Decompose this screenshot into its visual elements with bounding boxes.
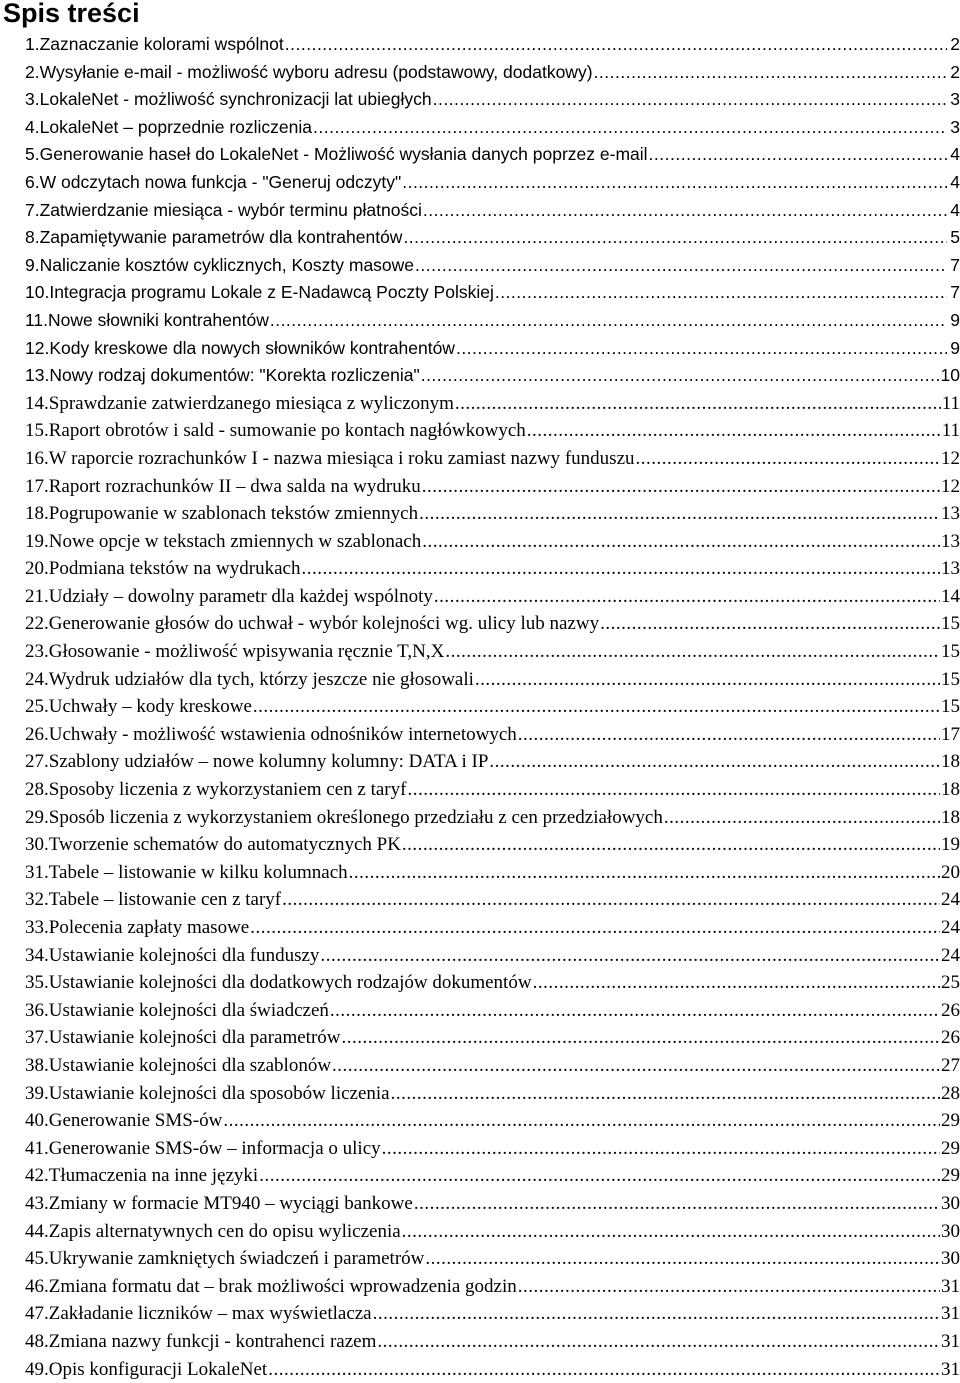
- toc-dot-leader: [419, 500, 940, 528]
- toc-dot-leader: [423, 197, 947, 225]
- toc-entry-label[interactable]: Generowanie SMS-ów – informacja o ulicy: [49, 1135, 381, 1163]
- toc-dot-leader: [377, 1328, 940, 1356]
- toc-entry[interactable]: [25, 914, 960, 942]
- toc-entry[interactable]: [25, 748, 960, 776]
- toc-entry-page-number[interactable]: 15: [941, 638, 960, 666]
- toc-entry-label[interactable]: Tabele – listowanie cen z taryf: [49, 886, 281, 914]
- toc-entry-page-number[interactable]: 28: [941, 1080, 960, 1108]
- toc-entry-label[interactable]: Kody kreskowe dla nowych słowników kontrahentów: [49, 335, 455, 363]
- toc-entry-page-number[interactable]: 19: [941, 831, 960, 859]
- toc-entry[interactable]: [25, 555, 960, 583]
- toc-entry-label[interactable]: W odczytach nowa funkcja - "Generuj odczyty": [40, 169, 402, 197]
- toc-entry-number: 19.: [25, 528, 49, 556]
- toc-entry[interactable]: [25, 942, 960, 970]
- toc-entry-label[interactable]: Nowy rodzaj dokumentów: "Korekta rozliczenia": [49, 362, 419, 390]
- toc-entry-number: 38.: [25, 1052, 49, 1080]
- toc-entry-label[interactable]: Generowanie głosów do uchwał - wybór kolejności wg. ulicy lub nazwy: [49, 610, 599, 638]
- toc-entry[interactable]: [25, 610, 960, 638]
- toc-entry-label[interactable]: Nowe słowniki kontrahentów: [48, 307, 269, 335]
- toc-entry[interactable]: [25, 224, 960, 252]
- toc-entry-page-number[interactable]: 9: [948, 307, 960, 335]
- toc-dot-leader: [402, 169, 947, 197]
- toc-entry-label[interactable]: Ustawianie kolejności dla świadczeń: [49, 997, 329, 1025]
- toc-entry-number: 42.: [25, 1162, 49, 1190]
- toc-dot-leader: [445, 638, 940, 666]
- toc-entry-number: 40.: [25, 1107, 49, 1135]
- toc-entry-label[interactable]: Raport rozrachunków II – dwa salda na wydruku: [49, 473, 421, 501]
- toc-entry-page-number[interactable]: 17: [941, 721, 960, 749]
- toc-entry[interactable]: [25, 1356, 960, 1383]
- toc-entry-number: 32.: [25, 886, 49, 914]
- toc-entry[interactable]: [25, 335, 960, 363]
- toc-entry-number: 5.: [25, 141, 40, 169]
- toc-entry-label[interactable]: Tłumaczenia na inne języki: [49, 1162, 258, 1190]
- toc-dot-leader: [407, 776, 940, 804]
- toc-entry[interactable]: [25, 59, 960, 87]
- toc-entry-label[interactable]: Uchwały – kody kreskowe: [49, 693, 252, 721]
- toc-entry-page-number[interactable]: 20: [941, 859, 960, 887]
- toc-entry-number: 49.: [25, 1356, 49, 1383]
- toc-entry-label[interactable]: Ustawianie kolejności dla dodatkowych rodzajów dokumentów: [49, 969, 532, 997]
- toc-entry-number: 9.: [25, 252, 40, 280]
- toc-entry-number: 18.: [25, 500, 49, 528]
- toc-entry-page-number[interactable]: 18: [941, 804, 960, 832]
- toc-entry-number: 12.: [25, 335, 49, 363]
- toc-entry[interactable]: [25, 804, 960, 832]
- toc-entry[interactable]: [25, 1135, 960, 1163]
- toc-entry[interactable]: [25, 693, 960, 721]
- toc-dot-leader: [421, 362, 940, 390]
- toc-entry-label[interactable]: Podmiana tekstów na wydrukach: [49, 555, 301, 583]
- toc-entry-page-number[interactable]: 12: [941, 445, 960, 473]
- toc-entry-page-number[interactable]: 15: [941, 610, 960, 638]
- toc-entry-page-number[interactable]: 13: [941, 555, 960, 583]
- toc-entry-page-number[interactable]: 24: [941, 886, 960, 914]
- toc-entry-number: 22.: [25, 610, 49, 638]
- toc-dot-leader: [489, 748, 940, 776]
- toc-entry-page-number[interactable]: 11: [942, 390, 960, 418]
- toc-dot-leader: [301, 555, 940, 583]
- toc-entry-page-number[interactable]: 31: [941, 1300, 960, 1328]
- toc-dot-leader: [253, 693, 940, 721]
- toc-entry[interactable]: [25, 638, 960, 666]
- toc-entry-number: 46.: [25, 1273, 49, 1301]
- toc-entry-page-number[interactable]: 30: [941, 1190, 960, 1218]
- toc-entry[interactable]: [25, 528, 960, 556]
- toc-entry-page-number[interactable]: 2: [948, 31, 960, 59]
- toc-dot-leader: [382, 1135, 940, 1163]
- toc-entry-page-number[interactable]: 24: [941, 914, 960, 942]
- toc-entry[interactable]: [25, 859, 960, 887]
- toc-entry-label[interactable]: Integracja programu Lokale z E-Nadawcą Poczty Polskiej: [49, 279, 494, 307]
- toc-dot-leader: [402, 1218, 940, 1246]
- toc-entry[interactable]: [25, 197, 960, 225]
- toc-entry-number: 47.: [25, 1300, 49, 1328]
- toc-entry-number: 6.: [25, 169, 40, 197]
- toc-entry-label[interactable]: Pogrupowanie w szablonach tekstów zmiennych: [49, 500, 418, 528]
- toc-entry-page-number[interactable]: 14: [941, 583, 960, 611]
- toc-entry-label[interactable]: Nowe opcje w tekstach zmiennych w szablonach: [49, 528, 421, 556]
- toc-entry-number: 37.: [25, 1024, 49, 1052]
- toc-entry[interactable]: [25, 1245, 960, 1273]
- toc-entry-number: 29.: [25, 804, 49, 832]
- toc-entry-page-number[interactable]: 15: [941, 666, 960, 694]
- toc-dot-leader: [391, 1080, 940, 1108]
- toc-entry-number: 25.: [25, 693, 49, 721]
- toc-entry[interactable]: [25, 1273, 960, 1301]
- toc-dot-leader: [456, 335, 947, 363]
- toc-dot-leader: [270, 307, 947, 335]
- toc-entry-label[interactable]: LokaleNet - możliwość synchronizacji lat ubiegłych: [40, 86, 432, 114]
- toc-entry-number: 23.: [25, 638, 49, 666]
- toc-dot-leader: [425, 1245, 940, 1273]
- toc-entry[interactable]: [25, 969, 960, 997]
- toc-dot-leader: [349, 859, 940, 887]
- toc-entry-number: 10.: [25, 279, 49, 307]
- toc-dot-leader: [250, 914, 940, 942]
- toc-entry-page-number[interactable]: 7: [948, 279, 960, 307]
- toc-dot-leader: [533, 969, 940, 997]
- toc-entry-number: 33.: [25, 914, 49, 942]
- toc-entry-label[interactable]: Generowanie SMS-ów: [49, 1107, 223, 1135]
- toc-dot-leader: [649, 141, 947, 169]
- toc-entry-label[interactable]: Zakładanie liczników – max wyświetlacza: [49, 1300, 372, 1328]
- toc-entry[interactable]: [25, 31, 960, 59]
- toc-entry-label[interactable]: Udziały – dowolny parametr dla każdej wspólnoty: [49, 583, 433, 611]
- toc-entry-number: 43.: [25, 1190, 49, 1218]
- toc-entry[interactable]: [25, 1300, 960, 1328]
- toc-entry[interactable]: [25, 445, 960, 473]
- toc-dot-leader: [282, 886, 940, 914]
- toc-entry-number: 36.: [25, 997, 49, 1025]
- toc-entry-page-number[interactable]: 3: [948, 86, 960, 114]
- toc-dot-leader: [527, 417, 941, 445]
- toc-entry-page-number[interactable]: 5: [948, 224, 960, 252]
- toc-entry-page-number[interactable]: 29: [941, 1107, 960, 1135]
- toc-entry-page-number[interactable]: 13: [941, 500, 960, 528]
- toc-entry-page-number[interactable]: 31: [941, 1356, 960, 1383]
- toc-entry[interactable]: [25, 721, 960, 749]
- toc-entry[interactable]: [25, 1218, 960, 1246]
- toc-entry-page-number[interactable]: 18: [941, 776, 960, 804]
- toc-entry-page-number[interactable]: 25: [941, 969, 960, 997]
- toc-entry-label[interactable]: Zaznaczanie kolorami wspólnot: [40, 31, 284, 59]
- toc-entry-label[interactable]: Głosowanie - możliwość wpisywania ręcznie T,N,X: [49, 638, 445, 666]
- toc-entry-number: 17.: [25, 473, 49, 501]
- toc-entry[interactable]: [25, 141, 960, 169]
- toc-entry-number: 13.: [25, 362, 49, 390]
- toc-entry-page-number[interactable]: 15: [941, 693, 960, 721]
- toc-entry-number: 24.: [25, 666, 49, 694]
- toc-entry-page-number[interactable]: 4: [948, 141, 960, 169]
- toc-entry[interactable]: [25, 307, 960, 335]
- toc-title: Spis treści: [3, 0, 140, 31]
- toc-entry-number: 1.: [25, 31, 40, 59]
- toc-dot-leader: [455, 390, 941, 418]
- toc-entry-label[interactable]: Zmiana formatu dat – brak możliwości wprowadzenia godzin: [49, 1273, 517, 1301]
- toc-entry[interactable]: [25, 390, 960, 418]
- toc-entry-page-number[interactable]: 4: [948, 169, 960, 197]
- toc-entry-label[interactable]: Generowanie haseł do LokaleNet - Możliwość wysłania danych poprzez e-mail: [40, 141, 648, 169]
- toc-entry-page-number[interactable]: 7: [948, 252, 960, 280]
- toc-entry[interactable]: [25, 886, 960, 914]
- toc-entry-number: 8.: [25, 224, 40, 252]
- toc-entry[interactable]: [25, 1024, 960, 1052]
- toc-entry[interactable]: [25, 473, 960, 501]
- toc-entry-number: 45.: [25, 1245, 49, 1273]
- toc-dot-leader: [320, 942, 940, 970]
- toc-entry-number: 26.: [25, 721, 49, 749]
- toc-entry[interactable]: [25, 114, 960, 142]
- toc-entry-number: 27.: [25, 748, 49, 776]
- toc-entry-page-number[interactable]: 26: [941, 1024, 960, 1052]
- toc-entry-page-number[interactable]: 11: [942, 417, 960, 445]
- toc-entry-label[interactable]: Zapamiętywanie parametrów dla kontrahentów: [40, 224, 403, 252]
- toc-entry-number: 34.: [25, 942, 49, 970]
- toc-entry-number: 39.: [25, 1080, 49, 1108]
- toc-entry-label[interactable]: Ustawianie kolejności dla szablonów: [49, 1052, 331, 1080]
- toc-entry-number: 4.: [25, 114, 40, 142]
- toc-entry[interactable]: [25, 1190, 960, 1218]
- toc-entry-number: 41.: [25, 1135, 49, 1163]
- toc-entry-label[interactable]: Opis konfiguracji LokaleNet: [49, 1356, 267, 1383]
- toc-entry-label[interactable]: Tworzenie schematów do automatycznych PK: [49, 831, 401, 859]
- toc-entry[interactable]: [25, 997, 960, 1025]
- toc-entry-label[interactable]: Zapis alternatywnych cen do opisu wyliczenia: [49, 1218, 401, 1246]
- toc-entry[interactable]: [25, 1052, 960, 1080]
- toc-entry[interactable]: [25, 1080, 960, 1108]
- toc-entry-page-number[interactable]: 30: [941, 1218, 960, 1246]
- toc-entry-label[interactable]: Sposób liczenia z wykorzystaniem określonego przedziału z cen przedziałowych: [49, 804, 663, 832]
- toc-dot-leader: [403, 224, 947, 252]
- toc-entry-number: 30.: [25, 831, 49, 859]
- toc-entry-page-number[interactable]: 9: [948, 335, 960, 363]
- toc-entry-number: 31.: [25, 859, 49, 887]
- toc-entry[interactable]: [25, 362, 960, 390]
- toc-entry-page-number[interactable]: 12: [941, 473, 960, 501]
- toc-entry[interactable]: [25, 666, 960, 694]
- toc-entry-page-number[interactable]: 27: [941, 1052, 960, 1080]
- toc-dot-leader: [664, 804, 940, 832]
- toc-entry-page-number[interactable]: 4: [948, 197, 960, 225]
- toc-entry-page-number[interactable]: 24: [941, 942, 960, 970]
- toc-dot-leader: [518, 721, 940, 749]
- toc-entry-label[interactable]: Ustawianie kolejności dla sposobów liczenia: [49, 1080, 390, 1108]
- toc-entry-label[interactable]: Sprawdzanie zatwierdzanego miesiąca z wyliczonym: [49, 390, 454, 418]
- toc-entry-label[interactable]: Szablony udziałów – nowe kolumny kolumny: DATA i IP: [49, 748, 489, 776]
- toc-entry-label[interactable]: LokaleNet – poprzednie rozliczenia: [40, 114, 312, 142]
- toc-dot-leader: [285, 31, 947, 59]
- toc-entry-page-number[interactable]: 30: [941, 1245, 960, 1273]
- toc-dot-leader: [223, 1107, 940, 1135]
- toc-entry-page-number[interactable]: 18: [941, 748, 960, 776]
- toc-entry-page-number[interactable]: 3: [948, 114, 960, 142]
- toc-entry-label[interactable]: Raport obrotów i sald - sumowanie po kontach nagłówkowych: [49, 417, 526, 445]
- toc-entry-label[interactable]: Tabele – listowanie w kilku kolumnach: [49, 859, 348, 887]
- toc-entry-label[interactable]: Polecenia zapłaty masowe: [49, 914, 249, 942]
- toc-entry-number: 15.: [25, 417, 49, 445]
- toc-dot-leader: [313, 114, 947, 142]
- toc-entry-label[interactable]: Zatwierdzanie miesiąca - wybór terminu płatności: [40, 197, 422, 225]
- toc-dot-leader: [402, 831, 940, 859]
- toc-dot-leader: [373, 1300, 940, 1328]
- toc-entry[interactable]: [25, 776, 960, 804]
- toc-entry-number: 35.: [25, 969, 49, 997]
- toc-entry-label[interactable]: Ustawianie kolejności dla funduszy: [49, 942, 320, 970]
- toc-dot-leader: [268, 1356, 940, 1383]
- toc-entry-label[interactable]: W raporcie rozrachunków I - nazwa miesiąca i roku zamiast nazwy funduszu: [49, 445, 635, 473]
- toc-entry-number: 20.: [25, 555, 49, 583]
- toc-entry[interactable]: [25, 252, 960, 280]
- toc-entry-label[interactable]: Uchwały - możliwość wstawienia odnośników internetowych: [49, 721, 517, 749]
- toc-entry-label[interactable]: Sposoby liczenia z wykorzystaniem cen z taryf: [49, 776, 407, 804]
- toc-dot-leader: [414, 1190, 940, 1218]
- toc-dot-leader: [434, 583, 940, 611]
- toc-entry-page-number[interactable]: 13: [941, 528, 960, 556]
- toc-entry[interactable]: [25, 1328, 960, 1356]
- toc-entry-page-number[interactable]: 29: [941, 1135, 960, 1163]
- toc-dot-leader: [475, 666, 940, 694]
- toc-dot-leader: [495, 279, 947, 307]
- toc-entry-page-number[interactable]: 31: [941, 1273, 960, 1301]
- toc-dot-leader: [433, 86, 947, 114]
- toc-entry[interactable]: [25, 86, 960, 114]
- toc-entry-page-number[interactable]: 29: [941, 1162, 960, 1190]
- toc-dot-leader: [259, 1162, 940, 1190]
- toc-dot-leader: [415, 252, 947, 280]
- toc-entry[interactable]: [25, 500, 960, 528]
- toc-entry-label[interactable]: Wysyłanie e-mail - możliwość wyboru adresu (podstawowy, dodatkowy): [40, 59, 593, 87]
- toc-dot-leader: [594, 59, 947, 87]
- toc-dot-leader: [342, 1024, 940, 1052]
- toc-entry[interactable]: [25, 831, 960, 859]
- toc-dot-leader: [518, 1273, 940, 1301]
- toc-entry-page-number[interactable]: 26: [941, 997, 960, 1025]
- toc-list: [25, 31, 960, 1383]
- toc-entry-number: 3.: [25, 86, 40, 114]
- toc-entry-page-number[interactable]: 10: [941, 362, 960, 390]
- toc-entry-number: 11.: [25, 307, 48, 335]
- toc-entry-number: 44.: [25, 1218, 49, 1246]
- toc-entry[interactable]: [25, 583, 960, 611]
- toc-dot-leader: [600, 610, 940, 638]
- toc-dot-leader: [636, 445, 940, 473]
- toc-entry-label[interactable]: Ustawianie kolejności dla parametrów: [49, 1024, 341, 1052]
- toc-entry-number: 2.: [25, 59, 40, 87]
- toc-entry[interactable]: [25, 279, 960, 307]
- toc-dot-leader: [330, 997, 940, 1025]
- toc-entry-number: 48.: [25, 1328, 49, 1356]
- toc-entry-number: 7.: [25, 197, 40, 225]
- toc-entry[interactable]: [25, 1107, 960, 1135]
- toc-entry[interactable]: [25, 169, 960, 197]
- toc-dot-leader: [422, 528, 940, 556]
- toc-entry-page-number[interactable]: 2: [948, 59, 960, 87]
- toc-entry[interactable]: [25, 1162, 960, 1190]
- toc-entry-label[interactable]: Zmiany w formacie MT940 – wyciągi bankowe: [49, 1190, 413, 1218]
- toc-entry-number: 21.: [25, 583, 49, 611]
- toc-entry-label[interactable]: Ukrywanie zamkniętych świadczeń i parametrów: [49, 1245, 425, 1273]
- toc-entry-label[interactable]: Zmiana nazwy funkcji - kontrahenci razem: [49, 1328, 377, 1356]
- toc-dot-leader: [422, 473, 940, 501]
- toc-entry[interactable]: [25, 417, 960, 445]
- toc-entry-number: 28.: [25, 776, 49, 804]
- toc-entry-page-number[interactable]: 31: [941, 1328, 960, 1356]
- toc-dot-leader: [332, 1052, 940, 1080]
- toc-entry-number: 16.: [25, 445, 49, 473]
- toc-entry-label[interactable]: Naliczanie kosztów cyklicznych, Koszty masowe: [40, 252, 414, 280]
- toc-entry-label[interactable]: Wydruk udziałów dla tych, którzy jeszcze nie głosowali: [49, 666, 474, 694]
- toc-entry-number: 14.: [25, 390, 49, 418]
